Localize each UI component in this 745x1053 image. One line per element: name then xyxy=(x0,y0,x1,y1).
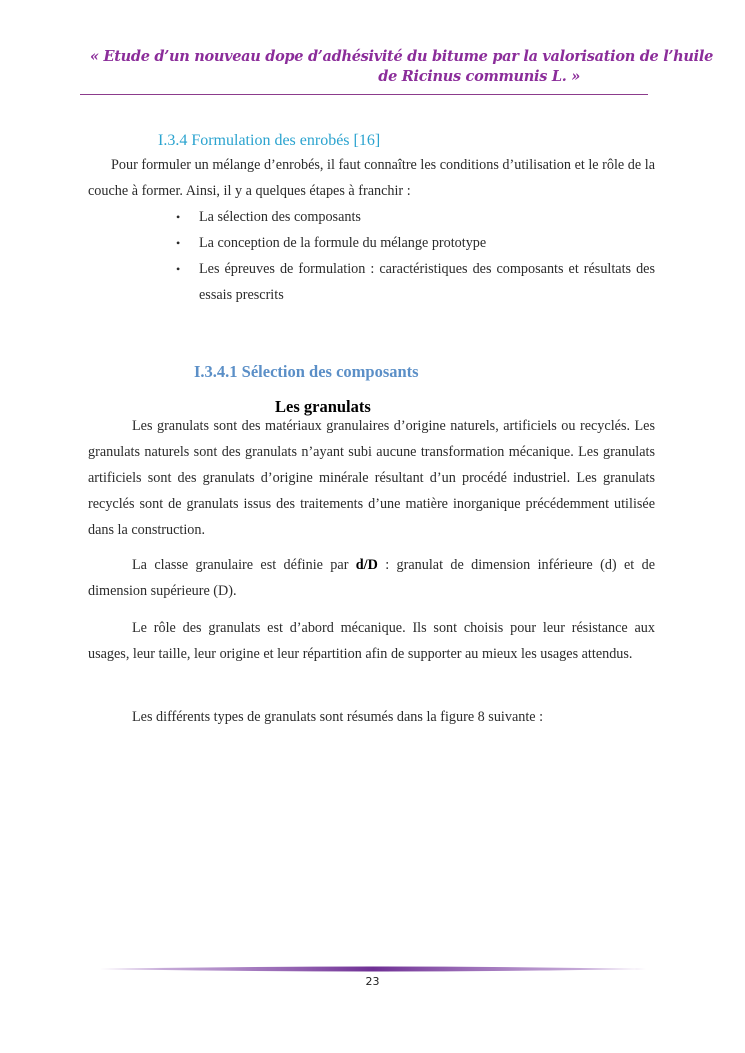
granulats-paragraph-3: Le rôle des granulats est d’abord mécanique. Ils sont choisis pour leur résistance aux usages, leur taille, leur origine et leur répartition afin de supporter au mieux les usages attendus. xyxy=(88,620,655,662)
granulats-heading: Les granulats xyxy=(275,397,371,416)
para2-text-after: : granulat de dimension inférieure (d) et de dimension supérieure (D). xyxy=(88,557,655,599)
page-header xyxy=(80,46,713,95)
bullet-icon: • xyxy=(176,236,181,250)
para2-bold-term: d/D xyxy=(355,557,378,573)
section-heading: I.3.4 Formulation des enrobés [16] xyxy=(158,132,381,149)
steps-list xyxy=(176,204,655,308)
header-title-line-1: « Etude d’un nouveau dope d’adhésivité du bitume par la valorisation de l’huile xyxy=(90,48,713,65)
subsection-heading: I.3.4.1 Sélection des composants xyxy=(194,362,419,381)
footer-decorative-bar xyxy=(100,962,646,976)
bullet-icon: • xyxy=(176,262,181,276)
granulats-paragraph-4: Les différents types de granulats sont résumés dans la figure 8 suivante : xyxy=(132,709,544,725)
list-item xyxy=(176,256,655,308)
page-number: 23 xyxy=(365,975,380,988)
para2-text-before: La classe granulaire est définie par xyxy=(132,557,356,573)
list-item xyxy=(176,230,655,256)
bullet-icon: • xyxy=(176,210,181,224)
granulats-paragraph-1: Les granulats sont des matériaux granulaires d’origine naturels, artificiels ou recyclés. Les granulats naturels sont des granulats n’ayant subi aucune transformation mécanique. Les granulats artificiels sont des granulats d’origine minérale résultant d’un procédé industriel. Les granulats recyclés sont de granulats issus des traitements d’une matière inorganique précédemment utilisée dans la construction. xyxy=(88,418,655,538)
header-title-line-2: de Ricinus communis L. » xyxy=(378,68,580,85)
section-intro-paragraph: Pour formuler un mélange d’enrobés, il faut connaître les conditions d’utilisation et le rôle de la couche à former. Ainsi, il y a quelques étapes à franchir : xyxy=(88,157,655,199)
list-item-text: La conception de la formule du mélange prototype xyxy=(199,235,487,251)
list-item-text: La sélection des composants xyxy=(199,209,361,225)
list-item-text: Les épreuves de formulation : caractéristiques des composants et résultats des essais prescrits xyxy=(199,261,655,303)
granulats-paragraph-2 xyxy=(88,552,655,604)
list-item xyxy=(176,204,655,230)
